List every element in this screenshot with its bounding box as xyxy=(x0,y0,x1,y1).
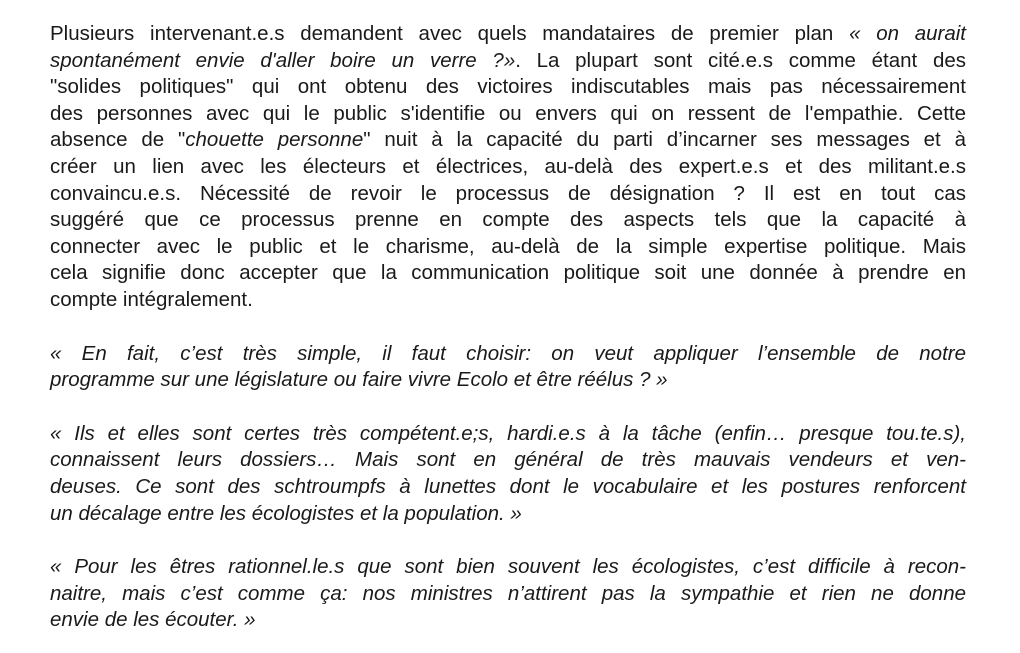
text-line xyxy=(50,207,966,234)
quote-paragraph xyxy=(50,421,966,527)
text-line xyxy=(50,607,966,634)
text-line xyxy=(50,260,966,287)
text-segment: suggéré que ce processus prenne en compte des aspects tels que la capacité à xyxy=(50,208,966,232)
text-line xyxy=(50,74,966,101)
text-segment: des personnes avec qui le public s'identifie ou envers qui on ressent de l'empathie. Cette xyxy=(50,101,966,125)
text-line xyxy=(50,287,966,314)
text-segment: convaincu.e.s. Nécessité de revoir le processus de désignation ? Il est en tout cas xyxy=(50,181,966,205)
italic-text: « Pour les êtres rationnel.le.s que sont bien souvent les écologistes, c’est difficile à recon- xyxy=(50,555,966,579)
text-segment: "solides politiques" qui ont obtenu des victoires indiscutables mais pas nécessairement xyxy=(50,75,966,99)
text-line xyxy=(50,101,966,128)
text-line xyxy=(50,21,966,48)
text-line xyxy=(50,341,966,368)
text-segment: " nuit à la capacité du parti d’incarner ses messages et à xyxy=(363,128,966,152)
italic-text: « En fait, c’est très simple, il faut choisir: on veut appliquer l’ensemble de notre xyxy=(50,341,966,365)
italic-text: « on aurait xyxy=(849,22,966,45)
text-line xyxy=(50,581,966,608)
text-line xyxy=(50,554,966,581)
italic-text: un décalage entre les écologistes et la population. » xyxy=(50,501,522,525)
text-segment: connecter avec le public et le charisme, au-delà de la simple expertise politique. Mais xyxy=(50,234,966,258)
quote-paragraph xyxy=(50,554,966,634)
italic-text: « Ils et elles sont certes très compétent.e;s, hardi.e.s à la tâche (enfin… presque tou.te.s), xyxy=(50,421,966,445)
quote-paragraph xyxy=(50,341,966,394)
text-line xyxy=(50,447,966,474)
italic-text: connaissent leurs dossiers… Mais sont en général de très mauvais vendeurs et ven- xyxy=(50,448,966,472)
italic-text: envie de les écouter. » xyxy=(50,608,256,632)
text-segment: absence de " xyxy=(50,128,186,152)
italic-text: programme sur une législature ou faire vivre Ecolo et être réélus ? » xyxy=(50,368,668,392)
paragraph-gap xyxy=(50,394,966,421)
text-segment: cela signifie donc accepter que la communication politique soit une donnée à prendre en xyxy=(50,261,966,285)
text-line xyxy=(50,367,966,394)
text-segment: Plusieurs intervenant.e.s demandent avec quels mandataires de premier plan xyxy=(50,22,850,45)
text-segment: . La plupart sont cité.e.s comme étant des xyxy=(515,48,966,72)
text-line xyxy=(50,127,966,154)
italic-text: spontanément envie d'aller boire un verre ?» xyxy=(50,48,516,72)
document-body xyxy=(50,21,966,634)
text-segment: créer un lien avec les électeurs et électrices, au-delà des expert.e.s et des militant.e.s xyxy=(50,154,966,178)
text-line xyxy=(50,154,966,181)
body-paragraph xyxy=(50,21,966,314)
italic-text: deuses. Ce sont des schtroumpfs à lunettes dont le vocabulaire et les postures renforcent xyxy=(50,474,966,498)
text-line xyxy=(50,48,966,75)
italic-text: naitre, mais c’est comme ça: nos ministres n’attirent pas la sympathie et rien ne donne xyxy=(50,581,966,605)
text-line xyxy=(50,501,966,528)
text-segment: compte intégralement. xyxy=(50,287,253,311)
text-line xyxy=(50,234,966,261)
text-line xyxy=(50,421,966,448)
paragraph-gap xyxy=(50,314,966,341)
text-line xyxy=(50,474,966,501)
italic-text: chouette personne xyxy=(185,128,364,152)
paragraph-gap xyxy=(50,527,966,554)
text-line xyxy=(50,181,966,208)
